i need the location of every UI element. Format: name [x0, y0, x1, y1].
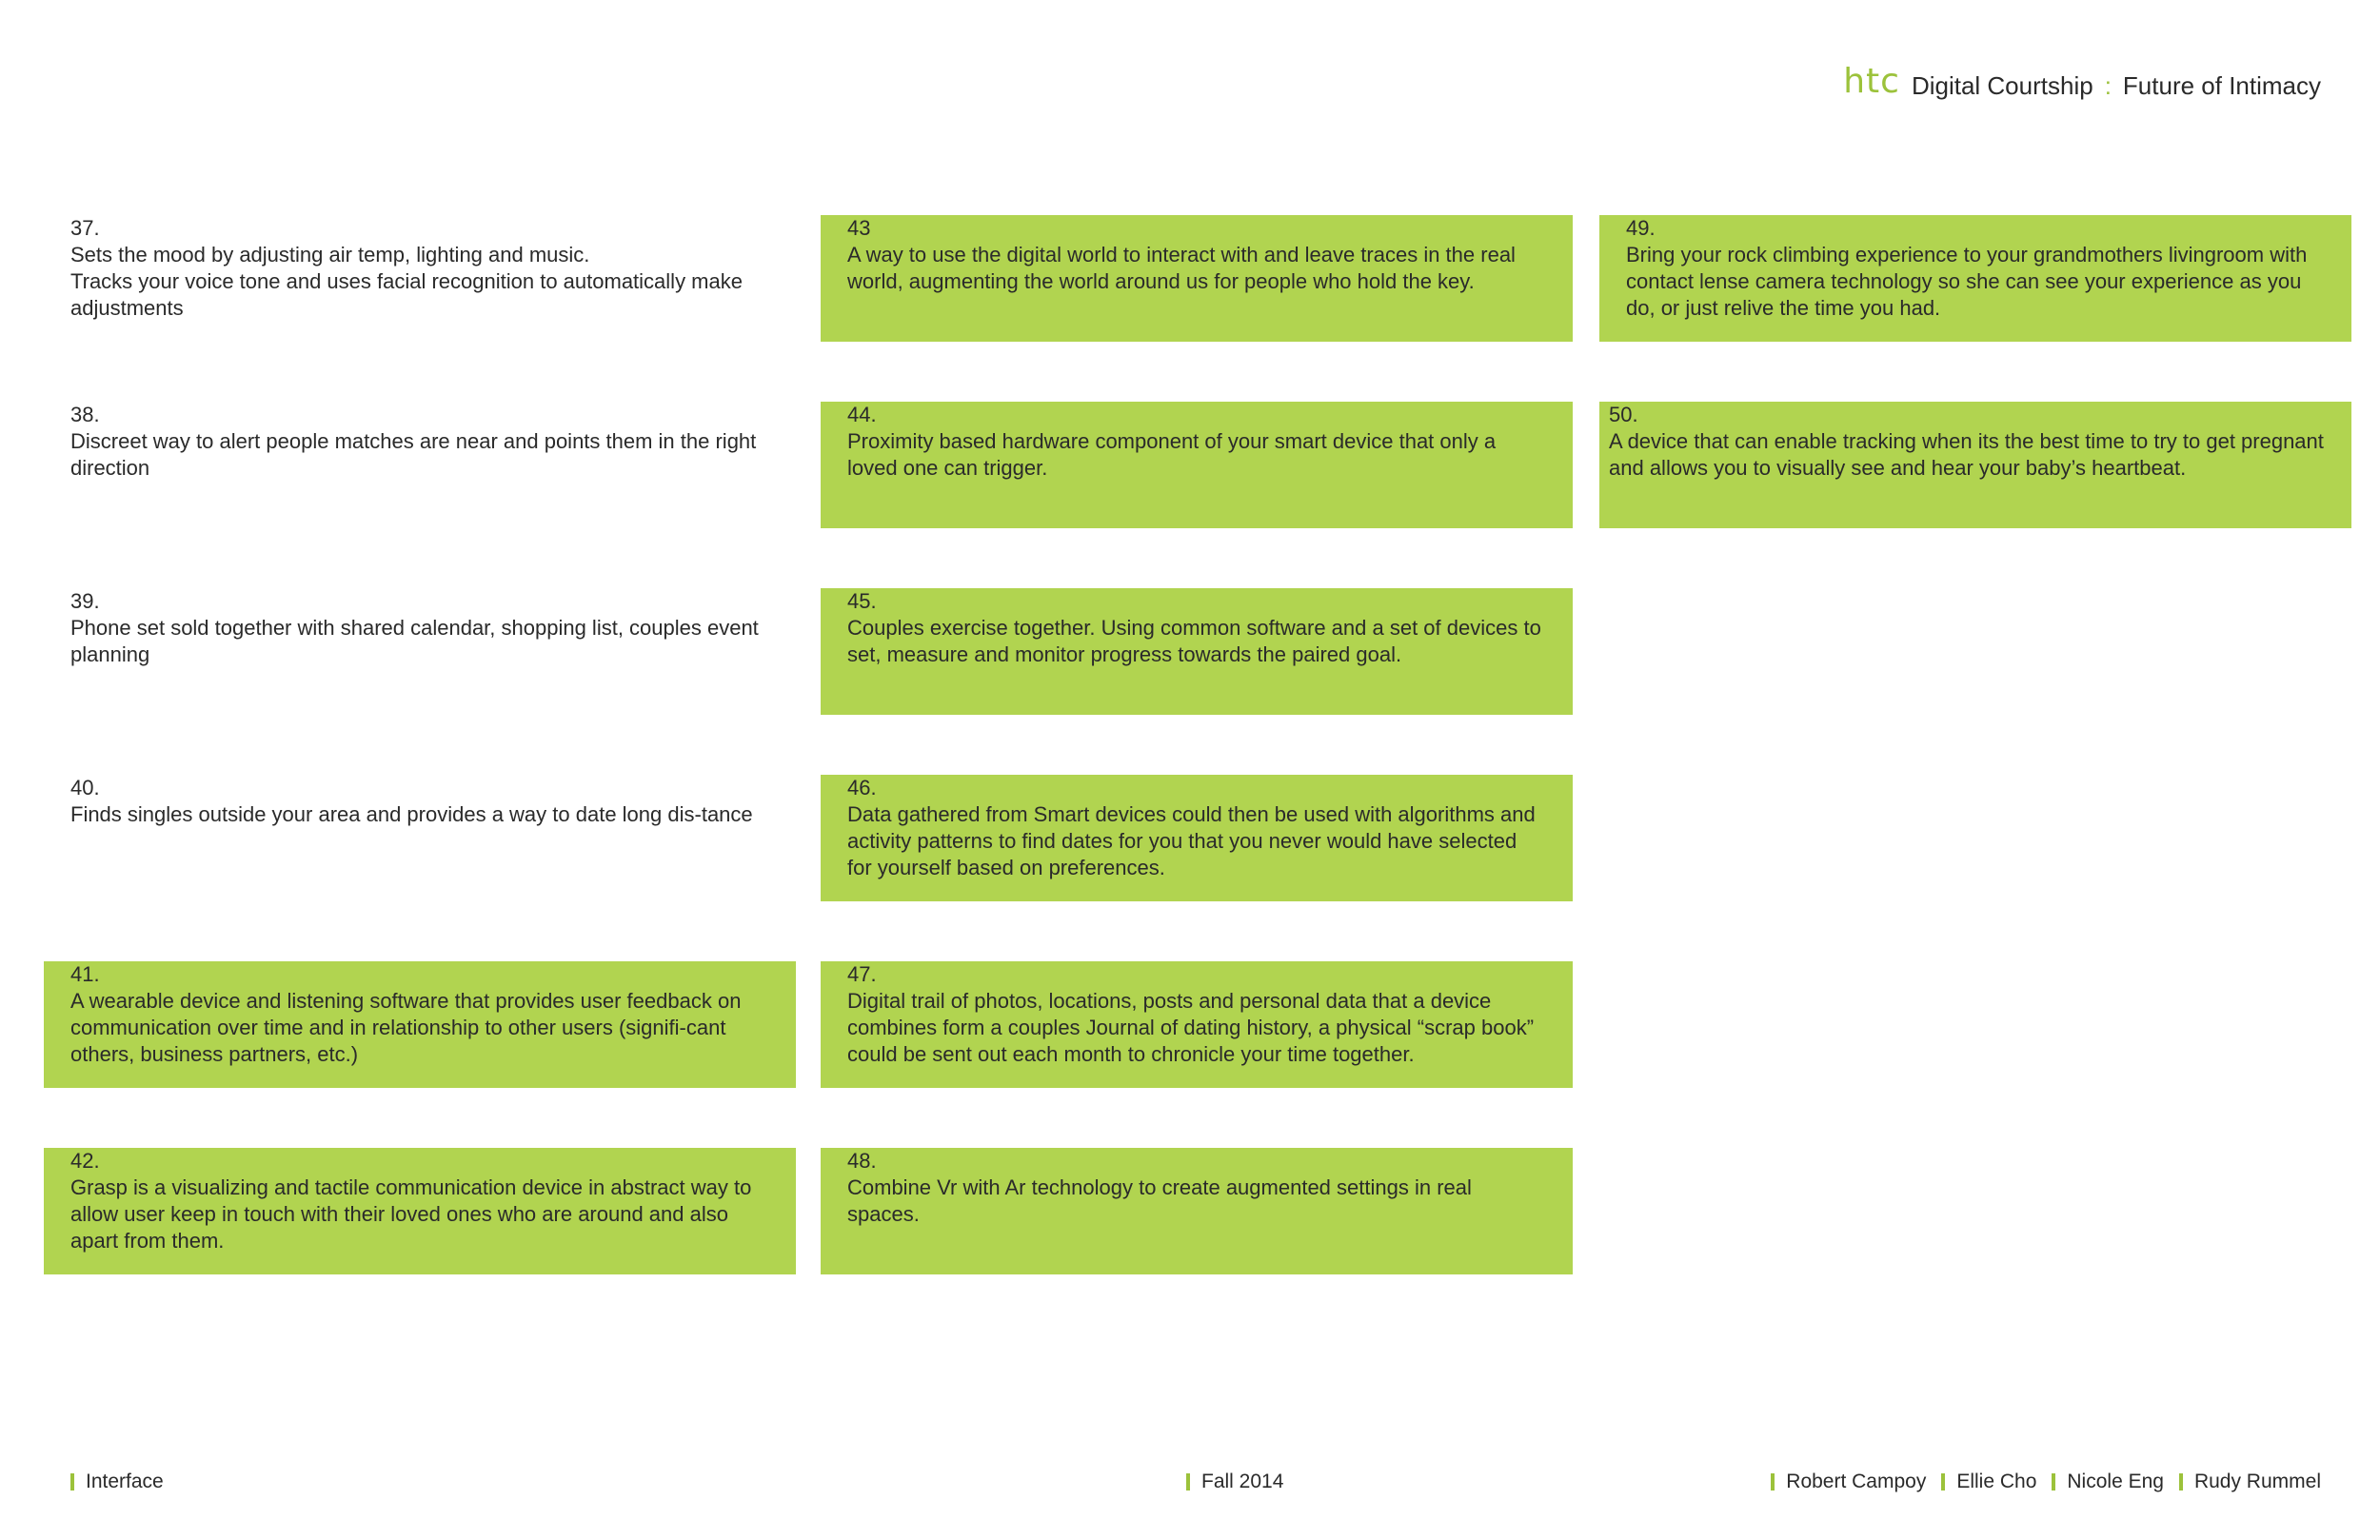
idea-number: 50.	[1609, 403, 1638, 426]
accent-bar	[1186, 1473, 1190, 1491]
document-title: Digital Courtship	[1911, 70, 2093, 100]
idea-text: Finds singles outside your area and provides a way to date long dis-tance	[70, 802, 753, 826]
author	[2052, 1471, 2164, 1493]
idea-number: 43	[847, 216, 871, 240]
accent-bar	[1941, 1473, 1945, 1491]
idea-text: Couples exercise together. Using common software and a set of devices to set, measure and monitor progress towards the paired goal.	[847, 616, 1541, 666]
idea-card-47	[821, 961, 1573, 1088]
page-header	[1843, 62, 2321, 105]
idea-number: 41.	[70, 962, 100, 986]
idea-text: Data gathered from Smart devices could then be used with algorithms and activity patterns to find dates for you that you never would have selected for yourself based on preferences.	[847, 802, 1536, 879]
idea-text: Bring your rock climbing experience to your grandmothers livingroom with contact lense camera technology so she can see your experience as you do, or just relive the time you had.	[1626, 243, 2308, 320]
author	[1771, 1471, 1926, 1493]
idea-text: A way to use the digital world to interact with and leave traces in the real world, augmenting the world around us for people who hold the key.	[847, 243, 1516, 293]
idea-text: Combine Vr with Ar technology to create augmented settings in real spaces.	[847, 1175, 1472, 1226]
idea-card-40	[44, 775, 796, 901]
title-separator: :	[2104, 70, 2112, 100]
accent-bar	[1771, 1473, 1775, 1491]
idea-card-43	[821, 215, 1573, 342]
idea-card-48	[821, 1148, 1573, 1274]
idea-number: 46.	[847, 776, 877, 800]
idea-number: 42.	[70, 1149, 100, 1173]
idea-card-46	[821, 775, 1573, 901]
idea-text: Digital trail of photos, locations, posts and personal data that a device combines form a couples Journal of dating history, a physical “scrap book” could be sent out each month to chronicle your time together.	[847, 989, 1535, 1066]
author-name: Rudy Rummel	[2193, 1471, 2321, 1492]
footer-section	[70, 1471, 164, 1493]
idea-number: 38.	[70, 403, 100, 426]
idea-number: 45.	[847, 589, 877, 613]
idea-text: Grasp is a visualizing and tactile communication device in abstract way to allow user keep in touch with their loved ones who are around and also apart from them.	[70, 1175, 752, 1253]
idea-number: 49.	[1626, 216, 1656, 240]
accent-bar	[2052, 1473, 2055, 1491]
term-label: Fall 2014	[1201, 1471, 1284, 1492]
htc-logo: htc	[1843, 62, 1900, 101]
idea-card-39	[44, 588, 796, 715]
idea-card-50	[1599, 402, 2351, 528]
idea-text: Phone set sold together with shared calendar, shopping list, couples event planning	[70, 616, 759, 666]
author-name: Nicole Eng	[2067, 1471, 2164, 1492]
idea-number: 47.	[847, 962, 877, 986]
idea-card-41	[44, 961, 796, 1088]
idea-card-37	[44, 215, 796, 342]
idea-number: 39.	[70, 589, 100, 613]
author	[1941, 1471, 2036, 1493]
idea-text: A wearable device and listening software that provides user feedback on communication over time and in relationship to other users (signifi-cant others, business partners, etc.)	[70, 989, 742, 1066]
footer-term	[1186, 1471, 1283, 1493]
idea-card-38	[44, 402, 796, 528]
idea-number: 44.	[847, 403, 877, 426]
author-name: Ellie Cho	[1956, 1471, 2037, 1492]
author	[2179, 1471, 2321, 1493]
idea-number: 48.	[847, 1149, 877, 1173]
idea-card-45	[821, 588, 1573, 715]
idea-card-42	[44, 1148, 796, 1274]
footer-authors	[1771, 1471, 2321, 1493]
idea-card-49	[1599, 215, 2351, 342]
idea-text: Proximity based hardware component of your smart device that only a loved one can trigger.	[847, 429, 1497, 480]
author-name: Robert Campoy	[1786, 1471, 1927, 1492]
idea-text: Discreet way to alert people matches are near and points them in the right direction	[70, 429, 757, 480]
idea-card-44	[821, 402, 1573, 528]
idea-text: A device that can enable tracking when its the best time to try to get pregnant and allows you to visually see and hear your baby’s heartbeat.	[1609, 429, 2324, 480]
idea-number: 40.	[70, 776, 100, 800]
accent-bar	[2179, 1473, 2183, 1491]
accent-bar	[70, 1473, 74, 1491]
section-label: Interface	[86, 1471, 164, 1492]
idea-number: 37.	[70, 216, 100, 240]
idea-text: Sets the mood by adjusting air temp, lighting and music. Tracks your voice tone and uses facial recognition to automatically make adjustments	[70, 243, 743, 320]
document-subtitle: Future of Intimacy	[2122, 70, 2321, 100]
